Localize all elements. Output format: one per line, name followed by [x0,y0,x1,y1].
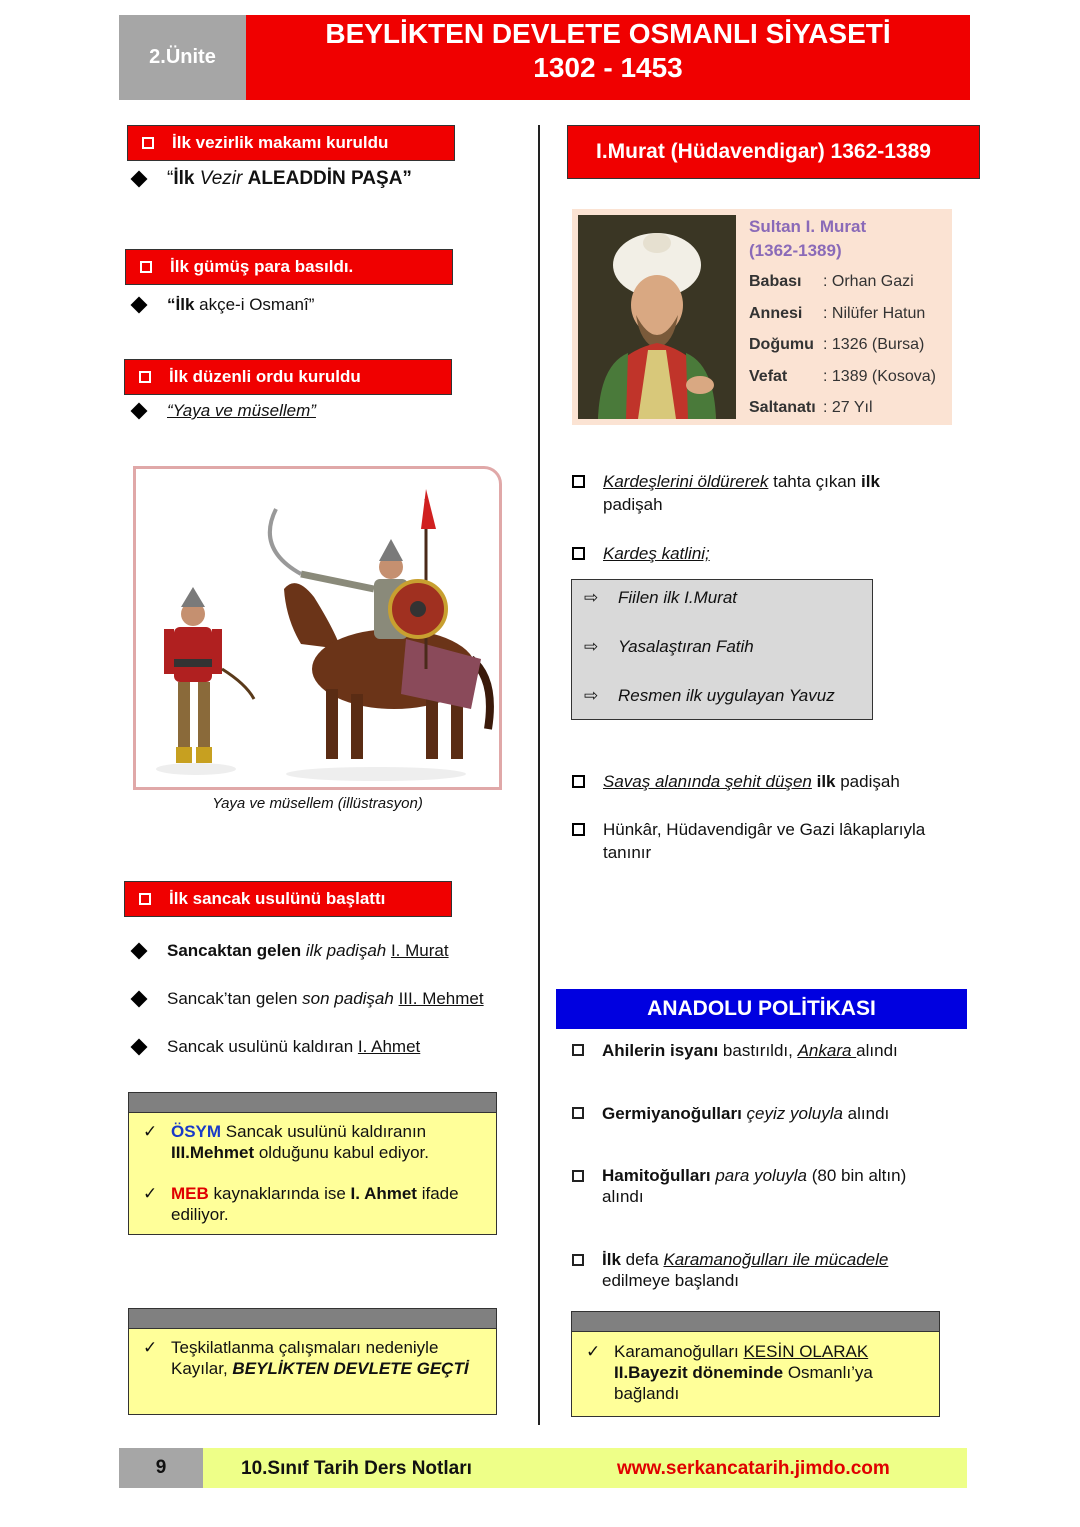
check-icon: ✓ [143,1338,158,1357]
page-title [246,15,970,100]
soldiers-illustration [133,466,502,790]
square-icon [572,775,585,788]
item-hamit: Hamitoğulları para yoluyla (80 bin altın) alındı [572,1165,942,1207]
info-row-father: Babası : Orhan Gazi [749,273,914,290]
anadolu-heading: ANADOLU POLİTİKASI [556,989,967,1029]
heading-first-vizier: İlk vezirlik makamı kuruldu [127,125,455,161]
info-row-reign: Saltanatı : 27 Yıl [749,399,873,416]
arrow-right-icon: ⇨ [584,686,599,705]
item-karaman: İlk defa Karamanoğulları ile mücadele edilmeye başlandı [572,1249,942,1291]
note-beylik: ✓ Teşkilatlanma çalışmaları nedeniyle Kayılar, BEYLİKTEN DEVLETE GEÇTİ [143,1338,469,1378]
note-box-osym-meb [128,1092,497,1235]
item-kardes-katli: Kardeş katlini; [572,542,710,565]
note-karaman: ✓ Karamanoğulları KESİN OLARAK II.Bayezit döneminde Osmanlı’ya bağlandı [586,1342,873,1403]
note-box-karaman [571,1311,940,1417]
note-header-bar [129,1309,496,1329]
bullet-sancak-last: Sancak’tan gelen son padişah III. Mehmet [131,988,484,1010]
note-osym: ✓ ÖSYM Sancak usulünü kaldıranın III.Mehmet olduğunu kabul ediyor. [143,1122,429,1162]
footer-url-link[interactable]: www.serkancatarih.jimdo.com [617,1458,890,1479]
square-icon [139,371,151,383]
bullet-yaya-musellem: “Yaya ve müsellem” [131,400,316,422]
square-icon [572,547,585,560]
square-icon [572,1254,584,1266]
bullet-akce: “İlk akçe-i Osmanî” [131,294,314,316]
square-icon [572,1044,584,1056]
check-icon: ✓ [143,1122,158,1141]
note-header-bar [572,1312,939,1332]
illustration-svg [136,469,499,787]
square-icon [140,261,152,273]
item-fratricide-first: Kardeşlerini öldürerek tahta çıkan ilk padişah [572,470,932,516]
sultan-name: Sultan I. Murat [749,217,867,236]
diamond-icon [131,943,148,960]
bullet-first-vizier: “İlk Vezir ALEADDİN PAŞA” [131,168,412,190]
illustration-caption: Yaya ve müsellem (illüstrasyon) [212,795,423,812]
murat-title: I.Murat (Hüdavendigar) 1362-1389 [567,125,980,179]
item-martyr: Savaş alanında şehit düşen ilk padişah [572,770,900,793]
diamond-icon [131,1039,148,1056]
square-icon [139,893,151,905]
check-icon: ✓ [586,1342,601,1361]
diamond-icon [131,991,148,1008]
item-nicknames: Hünkâr, Hüdavendigâr ve Gazi lâkaplarıyla tanınır [572,818,952,864]
square-icon [572,823,585,836]
item-germiyan: Germiyanoğulları çeyiz yoluyla alındı [572,1102,952,1125]
page-number: 9 [119,1448,203,1488]
arrow-item-yasal: ⇨ Yasalaştıran Fatih [584,637,754,656]
diamond-icon [131,171,148,188]
footer-title: 10.Sınıf Tarih Ders Notları [241,1458,472,1479]
title-line-1: BEYLİKTEN DEVLETE OSMANLI SİYASETİ [325,18,891,49]
sultan-name-block [749,215,866,263]
portrait-svg [578,215,736,419]
info-row-death: Vefat : 1389 (Kosova) [749,367,936,385]
arrow-right-icon: ⇨ [584,588,599,607]
check-icon: ✓ [143,1184,158,1203]
unit-label: 2.Ünite [119,15,246,100]
arrow-right-icon: ⇨ [584,637,599,656]
note-meb: ✓ MEB kaynaklarında ise I. Ahmet ifade ediliyor. [143,1184,459,1224]
sultan-portrait [578,215,736,419]
column-divider [538,125,540,1425]
diamond-icon [131,297,148,314]
heading-sancak: İlk sancak usulünü başlattı [124,881,452,917]
sultan-years: (1362-1389) [749,241,842,260]
title-line-2: 1302 - 1453 [533,52,683,83]
note-header-bar [129,1093,496,1113]
sultan-info-card [572,209,952,425]
heading-regular-army: İlk düzenli ordu kuruldu [124,359,452,395]
bullet-sancak-first: Sancaktan gelen ilk padişah I. Murat [131,940,449,962]
square-icon [572,475,585,488]
fratricide-box [571,579,873,720]
bullet-sancak-abolished: Sancak usulünü kaldıran I. Ahmet [131,1036,420,1058]
item-ahi: Ahilerin isyanı bastırıldı, Ankara alındı [572,1039,952,1062]
diamond-icon [131,403,148,420]
sultan-info-rows [749,273,949,431]
square-icon [142,137,154,149]
square-icon [572,1170,584,1182]
info-row-birth: Doğumu : 1326 (Bursa) [749,336,925,353]
arrow-item-fiilen: ⇨ Fiilen ilk I.Murat [584,588,738,607]
info-row-mother: Annesi : Nilüfer Hatun [749,304,926,322]
arrow-item-resmen: ⇨ Resmen ilk uygulayan Yavuz [584,686,835,705]
heading-silver-coin: İlk gümüş para basıldı. [125,249,453,285]
square-icon [572,1107,584,1119]
note-box-beylik [128,1308,497,1415]
